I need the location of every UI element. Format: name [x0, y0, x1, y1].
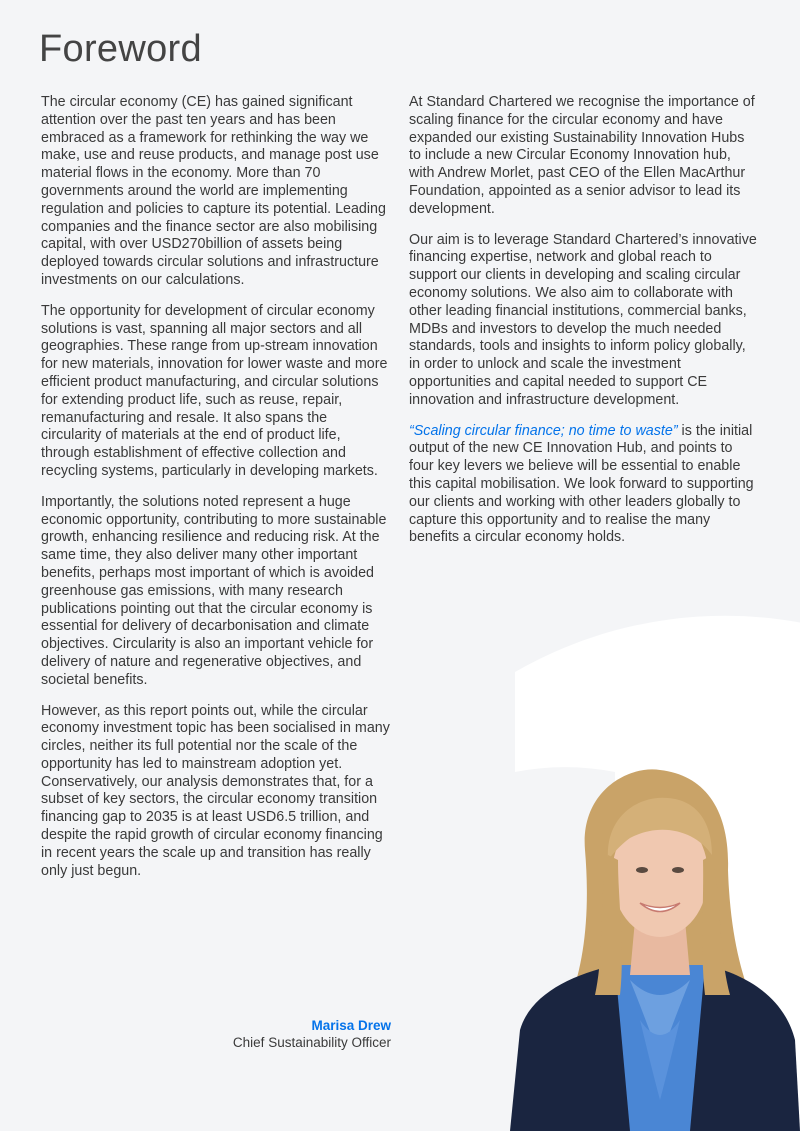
- paragraph: The circular economy (CE) has gained significant attention over the past ten years and has been embraced as a framework for rethinking the way we make, use and reuse products, and manage post use material flows in the economy. More than 70 governments around the world are implementing regulation and policies to capture its potential. Leading companies and the finance sector are also mobilising capital, with over USD270billion of assets being deployed towards circular solutions and infrastructure investments on our calculations.: [41, 94, 386, 288]
- paragraph-text: is the initial output of the new CE Innovation Hub, and points to four key levers we believe will be essential to enable this capital mobilisation. We look forward to supporting our clients and working with other leaders globally to capture this opportunity and to realise the many benefits a circular economy holds.: [409, 422, 754, 546]
- paragraph: However, as this report points out, while the circular economy investment topic has been socialised in many circles, neither its full potential nor the scale of the opportunity has led to mainstream adoption yet. Conservatively, our analysis demonstrates that, for a subset of key sectors, the circular economy transition financing gap to 2035 is at least USD6.5 trillion, and despite the rapid growth of circular economy financing in recent years the scale up and transition has really only just begun.: [41, 702, 390, 879]
- signature-block: [233, 1017, 391, 1051]
- page-title: Foreword: [39, 28, 202, 70]
- paragraph: At Standard Chartered we recognise the importance of scaling finance for the circular economy and have expanded our existing Sustainability Innovation Hubs to include a new Circular Economy Innovation hub, with Andrew Morlet, past CEO of the Ellen MacArthur Foundation, appointed as a senior advisor to lead its development.: [409, 94, 755, 217]
- paragraph: Importantly, the solutions noted represent a huge economic opportunity, contributing to more sustainable growth, enhancing resilience and reducing risk. At the same time, they also deliver many other important benefits, perhaps most important of which is avoided greenhouse gas emissions, with many research publications pointing out that the circular economy is essential for delivery of decarbonisation and climate objectives. Circularity is also an important vehicle for delivery of nature and regenerative objectives, and societal benefits.: [41, 493, 387, 688]
- report-title-quote: “Scaling circular finance; no time to waste”: [409, 422, 678, 439]
- paragraph-report-title: [409, 423, 759, 548]
- right-column: [409, 94, 759, 560]
- left-column: [41, 94, 391, 893]
- paragraph: Our aim is to leverage Standard Chartered’s innovative financing expertise, network and global reach to support our clients in developing and scaling circular economy solutions. We also aim to collaborate with other leading financial institutions, commercial banks, MDBs and investors to develop the much needed standards, tools and insights to inform policy globally, in order to unlock and scale the investment opportunities and capital needed to support CE innovation and infrastructure development.: [409, 231, 757, 408]
- signature-name: Marisa Drew: [311, 1018, 391, 1033]
- signature-role: Chief Sustainability Officer: [232, 1035, 391, 1050]
- paragraph: The opportunity for development of circular economy solutions is vast, spanning all major sectors and all geographies. These range from up-stream innovation for new materials, innovation for lower waste and more efficient product manufacturing, and circular solutions for extending product life, such as reuse, repair, remanufacturing and resale. It also spans the circularity of materials at the end of product life, through establishment of effective collection and recycling systems, particularly in developing markets.: [41, 302, 388, 479]
- portrait-photo: [490, 760, 800, 1131]
